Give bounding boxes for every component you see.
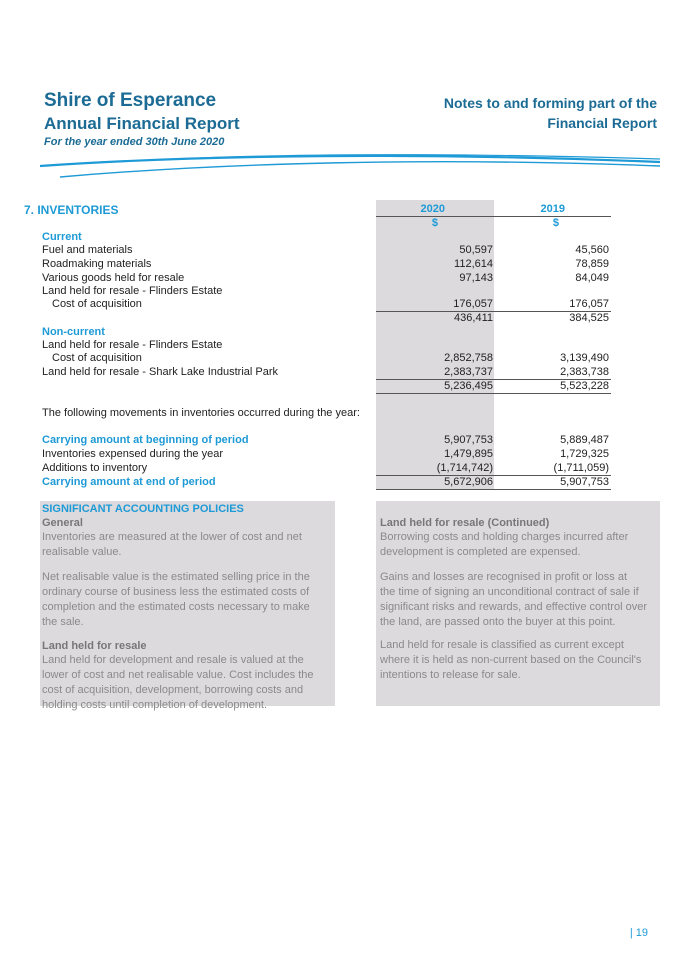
- policy-land-cont-heading: Land held for resale (Continued): [380, 517, 550, 529]
- row-label: Various goods held for resale: [42, 272, 185, 284]
- value-2020: (1,714,742): [436, 462, 493, 474]
- row-label: Land held for resale - Shark Lake Industrial Park: [42, 366, 279, 378]
- row-label: Cost of acquisition: [52, 298, 142, 310]
- year-2020-header: 2020: [420, 203, 445, 215]
- year-2019-header: 2019: [540, 203, 565, 215]
- value-2020: 2,852,758: [444, 352, 493, 364]
- noncurrent-total-2019: 5,523,228: [560, 380, 609, 392]
- currency-2020: $: [431, 217, 438, 229]
- movements-intro: The following movements in inventories occurred during the year:: [42, 407, 360, 419]
- row-label: Carrying amount at beginning of period: [42, 434, 249, 446]
- value-2019: 2,383,738: [560, 366, 609, 378]
- policy-nrv-text: Net realisable value is the estimated selling price in the ordinary course of business less the estimated costs of completion and the estimated costs necessary to make the sale.: [42, 571, 310, 629]
- report-period: For the year ended 30th June 2020: [44, 136, 225, 148]
- report-title: Annual Financial Report: [44, 114, 240, 133]
- value-2020: 176,057: [453, 298, 493, 310]
- policy-gains-text: Gains and losses are recognised in profit or loss at the time of signing an unconditional contract of sale if significant risks and rewards, and effective control over the land, are passed onto the buyer at this point.: [380, 571, 647, 629]
- value-2020: 50,597: [459, 244, 493, 256]
- total-rule: [376, 393, 611, 394]
- row-label: Fuel and materials: [42, 244, 133, 256]
- value-2020: 112,614: [454, 258, 493, 270]
- current-total-2019: 384,525: [569, 312, 609, 324]
- value-2019: 176,057: [569, 298, 609, 310]
- value-2019: 5,907,753: [560, 476, 609, 488]
- notes-heading-line2: Financial Report: [547, 115, 657, 131]
- row-label: Land held for resale - Flinders Estate: [42, 339, 223, 351]
- policy-land-heading: Land held for resale: [42, 640, 147, 652]
- current-heading: Current: [42, 231, 82, 243]
- policies-title: SIGNIFICANT ACCOUNTING POLICIES: [42, 503, 244, 515]
- current-total-2020: 436,411: [454, 312, 493, 324]
- row-label: Additions to inventory: [42, 462, 148, 474]
- page-number: | 19: [629, 927, 648, 939]
- policy-general-heading: General: [42, 517, 83, 529]
- value-2020: 5,907,753: [444, 434, 493, 446]
- value-2019: 1,729,325: [560, 448, 609, 460]
- value-2019: (1,711,059): [553, 462, 609, 474]
- policy-classified-text: Land held for resale is classified as current except where it is held as non-current based on the Council's intentions to release for sale.: [380, 639, 642, 682]
- notes-heading-line1: Notes to and forming part of the: [443, 95, 657, 111]
- value-2020: 5,672,906: [444, 476, 493, 488]
- value-2019: 45,560: [575, 244, 609, 256]
- row-label: Cost of acquisition: [52, 352, 142, 364]
- total-rule: [376, 489, 611, 490]
- value-2019: 3,139,490: [560, 352, 609, 364]
- policy-general-text: Inventories are measured at the lower of cost and net realisable value.: [42, 531, 302, 559]
- policy-land-text: Land held for development and resale is valued at the lower of cost and net realisable value. Cost includes the cost of acquisition, development, borrowing costs and holding costs until completion of development.: [42, 654, 314, 712]
- value-2020: 1,479,895: [444, 448, 493, 460]
- policy-land-cont-text: Borrowing costs and holding charges incurred after development is completed are expensed.: [380, 531, 629, 559]
- row-label: Roadmaking materials: [42, 258, 152, 270]
- row-label: Carrying amount at end of period: [42, 476, 216, 488]
- note-title: 7. INVENTORIES: [24, 203, 119, 217]
- value-2019: 78,859: [575, 258, 609, 270]
- noncurrent-total-2020: 5,236,495: [444, 380, 493, 392]
- currency-2019: $: [552, 217, 559, 229]
- noncurrent-heading: Non-current: [42, 326, 105, 338]
- value-2019: 84,049: [575, 272, 609, 284]
- row-label: Inventories expensed during the year: [42, 448, 224, 460]
- row-label: Land held for resale - Flinders Estate: [42, 285, 223, 297]
- value-2020: 2,383,737: [444, 366, 493, 378]
- value-2020: 97,143: [459, 272, 493, 284]
- org-title: Shire of Esperance: [44, 90, 217, 111]
- value-2019: 5,889,487: [560, 434, 609, 446]
- header-swoosh-decoration: [0, 152, 675, 182]
